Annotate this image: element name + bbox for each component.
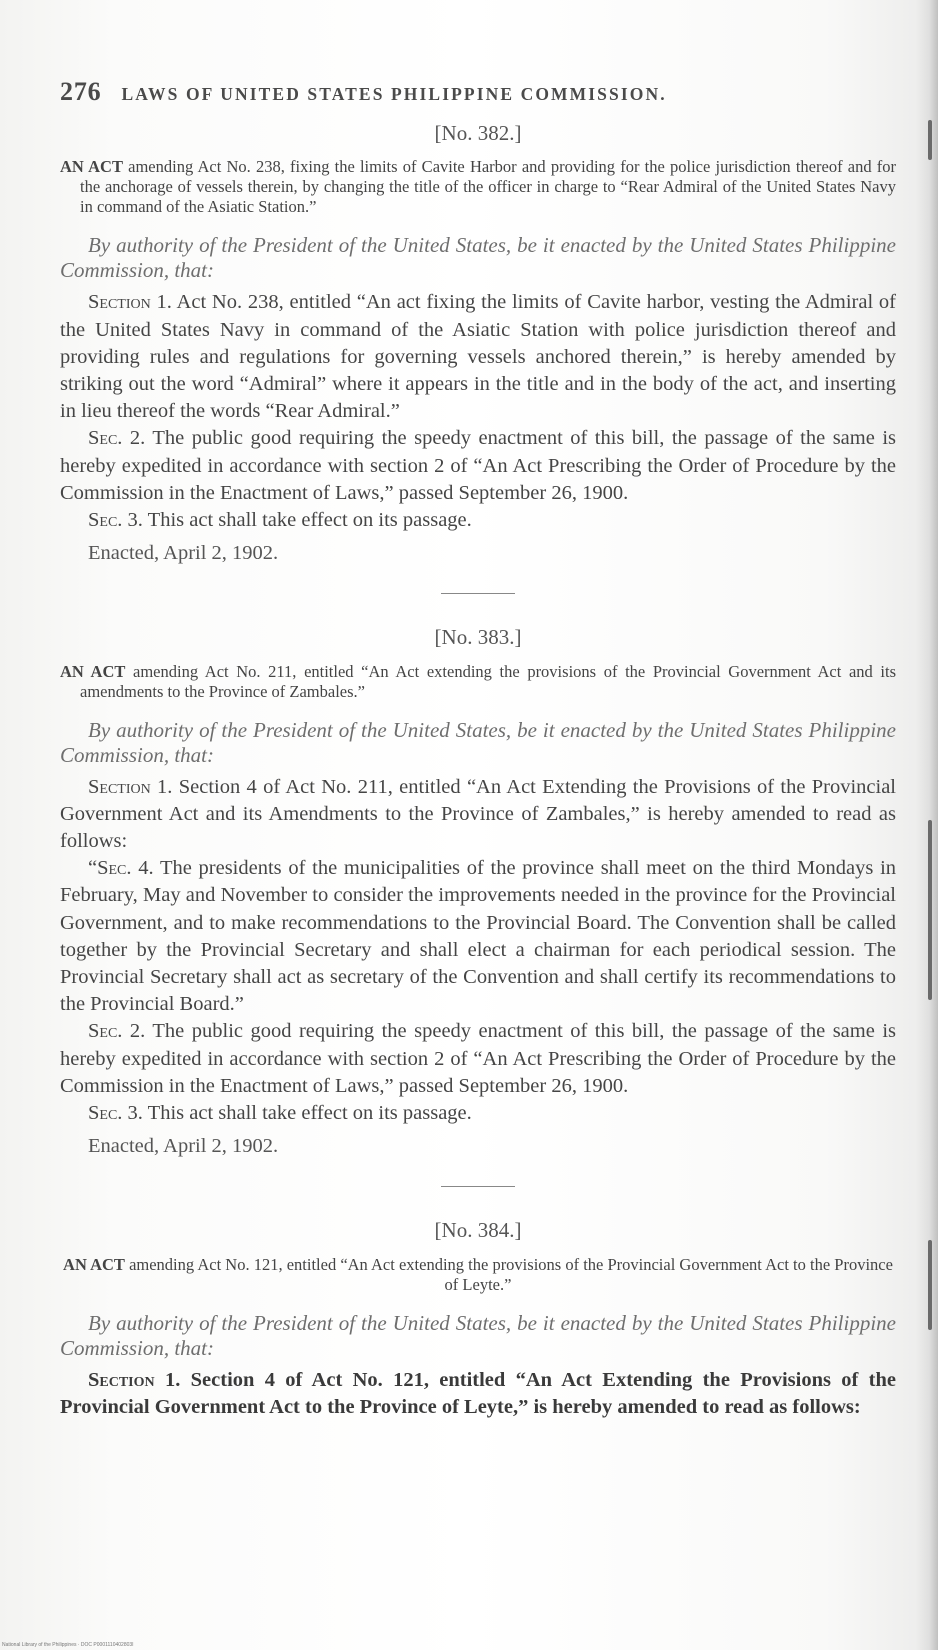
section-text: The public good requiring the speedy enactment of this bill, the passage of the same is hereby expedited in accordance with section 2 of “An Act Prescribing the Order of Procedure by the Commission in the Enactment of Laws,” passed September 26, 1900. [60,427,896,504]
section-text: Act No. 238, entitled “An act fixing the limits of Cavite harbor, vesting the Admiral of the United States Navy in command of the Asiatic Station with police jurisdiction thereof and providing rules and regulations for governing vessels anchored therein,” is hereby amended by striking out the word “Admiral” where it appears in the title and in the body of the act, and inserting in lieu thereof the words “Rear Admiral.” [60,291,897,423]
section-text: This act shall take effect on its passage. [142,1102,472,1125]
section-label: Section 1. [88,291,172,314]
section-divider [441,593,515,594]
section-paragraph [60,1100,896,1127]
section-text: This act shall take effect on its passage. [142,509,472,532]
running-header [60,78,896,108]
act-title [60,662,896,702]
enactment-date: Enacted, April 2, 1902. [88,1135,279,1158]
section-paragraph [60,1367,896,1421]
running-title: LAWS OF UNITED STATES PHILIPPINE COMMISSION. [121,84,667,104]
binding-edge-mark [928,1240,932,1330]
act-title-text: amending Act No. 211, entitled “An Act extending the provisions of the Provincial Government Act and its amendments to the Province of Zambales.” [80,661,896,701]
act-382 [60,120,896,567]
page-binding-shadow [916,0,938,1650]
page-number: 276 [60,77,102,106]
act-number: [No. 382.] [434,121,522,146]
binding-edge-mark [928,120,932,160]
section-paragraph [60,774,896,856]
section-label: Sec. 2. [88,427,146,450]
section-label: Section 1. [88,775,173,798]
enacting-clause: By authority of the President of the United States, be it enacted by the United States Philippine Commission, that: [60,717,896,767]
act-383 [60,624,896,1160]
act-title-text: amending Act No. 238, fixing the limits of Cavite Harbor and providing for the police jurisdiction thereof and for the anchorage of vessels therein, by changing the title of the officer in charge to “Rear Admiral of the United States Navy in command of the Asiatic Station.” [80,157,896,217]
section-label: Sec. 2. [88,1020,146,1043]
act-number: [No. 383.] [434,625,522,650]
section-text: Section 4 of Act No. 121, entitled “An Act Extending the Provisions of the Provincial Government Act to the Province of Leyte,” is hereby amended to read as follows: [60,1368,897,1418]
act-title-text: amending Act No. 121, entitled “An Act extending the provisions of the Provincial Government Act to the Province of Leyte.” [124,1254,893,1294]
section-paragraph [60,1018,896,1100]
binding-edge-mark [928,820,932,1000]
act-384 [60,1217,896,1421]
act-title-lead: AN ACT [60,157,123,177]
act-number: [No. 384.] [434,1218,522,1243]
act-title [60,157,896,217]
act-title-lead: AN ACT [63,1254,125,1274]
section-text: The presidents of the municipalities of the province shall meet on the third Mondays in February, May and November to consider the improvements needed in the province for the Provincial Government, and to make recommendations to the Provincial Board. The Convention shall be called together by the Provincial Secretary and shall elect a chairman for each periodical session. The Provincial Secretary shall act as secretary of the Convention and shall certify its recommendations to the Provincial Board.” [60,857,897,1016]
section-text: Section 4 of Act No. 211, entitled “An Act Extending the Provisions of the Provincial Government Act and its Amendments to the Province of Zambales,” is hereby amended to read as follows: [60,775,896,853]
section-paragraph [60,855,896,1018]
section-label: Section 1. [88,1368,181,1391]
act-title [60,1255,896,1295]
scan-footer-note: National Library of the Philippines · DOC P0001110402803I [2,1642,134,1648]
page-content [60,78,896,1421]
enacting-clause: By authority of the President of the United States, be it enacted by the United States Philippine Commission, that: [60,1310,896,1360]
section-label: Sec. 3. [88,1102,143,1125]
act-title-lead: AN ACT [60,661,126,681]
section-label: “Sec. 4. [88,857,154,880]
section-paragraph [60,289,896,425]
section-paragraph [60,425,896,507]
section-label: Sec. 3. [88,509,143,532]
enactment-date: Enacted, April 2, 1902. [88,542,279,565]
section-divider [441,1186,515,1187]
section-text: The public good requiring the speedy enactment of this bill, the passage of the same is hereby expedited in accordance with section 2 of “An Act Prescribing the Order of Procedure by the Commission in the Enactment of Laws,” passed September 26, 1900. [60,1020,896,1097]
section-paragraph [60,507,896,534]
enacting-clause: By authority of the President of the United States, be it enacted by the United States Philippine Commission, that: [60,233,896,283]
